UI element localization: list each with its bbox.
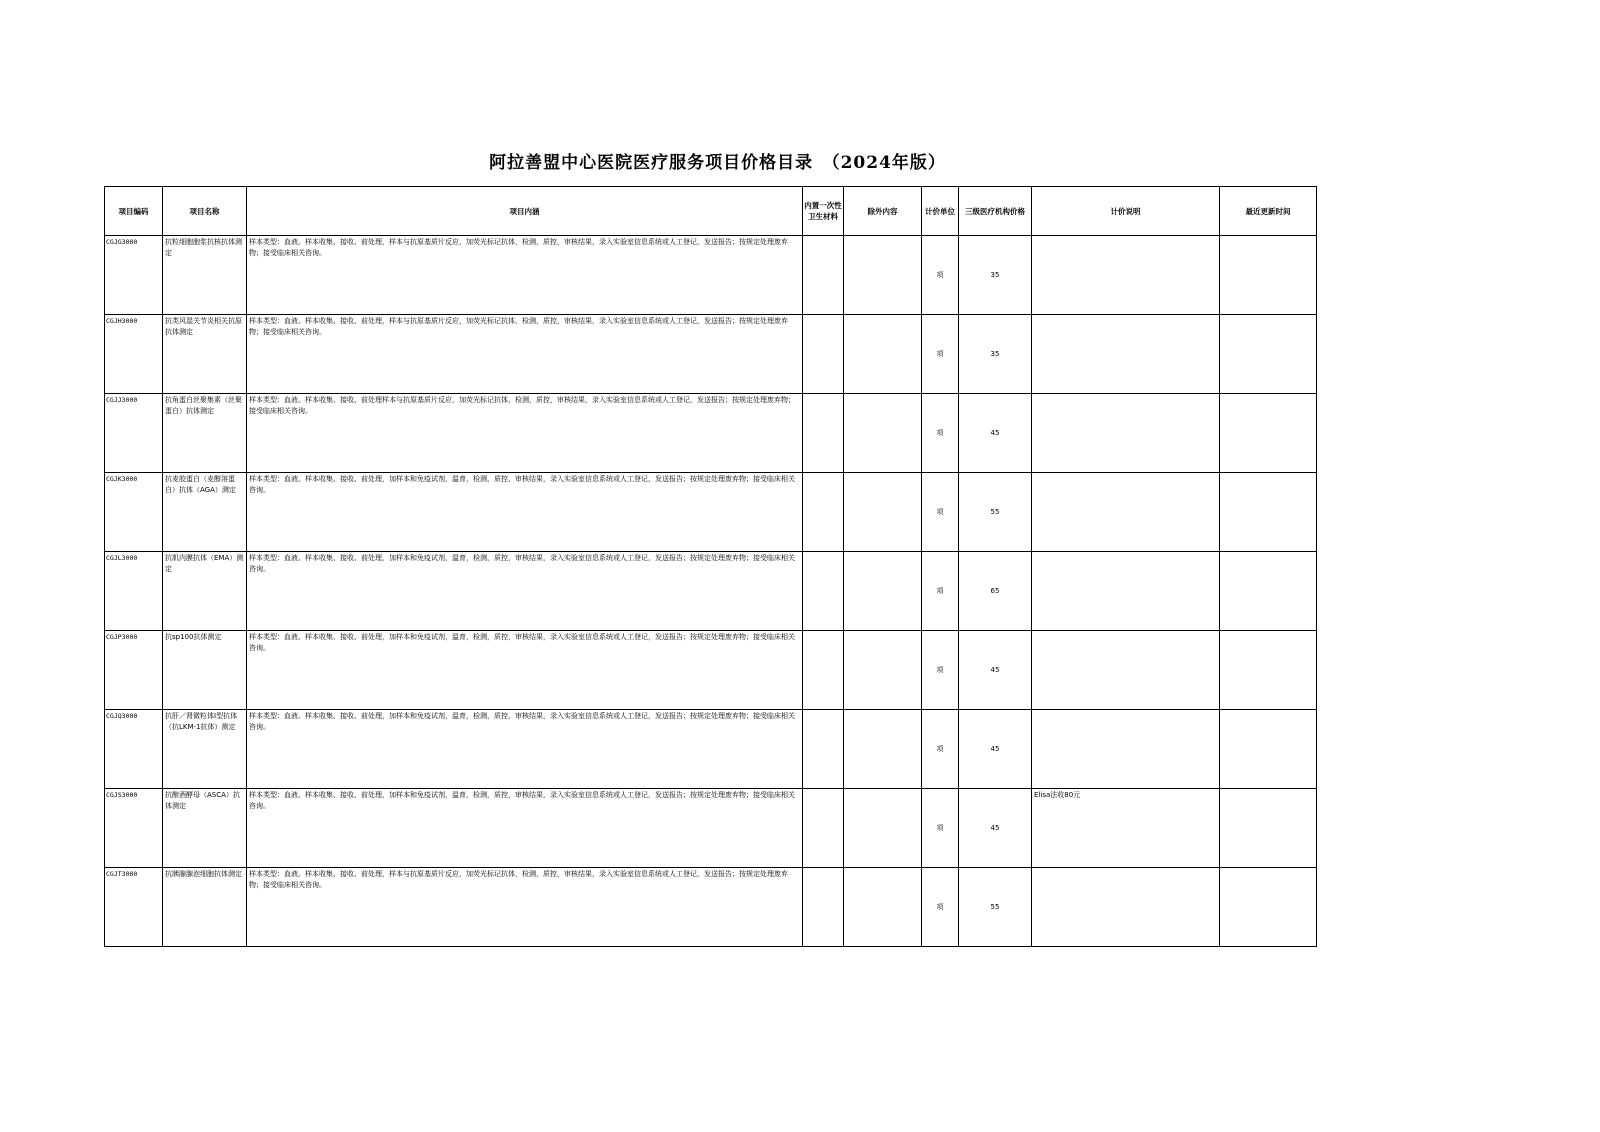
cell-name: 抗类风湿关节炎相关抗原抗体测定 [163, 315, 247, 394]
table-row [105, 710, 1317, 789]
header-name: 项目名称 [163, 187, 247, 236]
cell-name: 抗麦胶蛋白（麦醇溶蛋白）抗体（AGA）测定 [163, 473, 247, 552]
cell-updated [1220, 552, 1317, 631]
page-title: 阿拉善盟中心医院医疗服务项目价格目录 （2024年版） [489, 153, 946, 173]
cell-note [1032, 552, 1220, 631]
cell-material [803, 315, 844, 394]
cell-material [803, 710, 844, 789]
cell-updated [1220, 473, 1317, 552]
cell-code: CGJL3000 [105, 552, 163, 631]
cell-code: CGJS3000 [105, 789, 163, 868]
cell-code: CGJK3000 [105, 473, 163, 552]
cell-code: CGJT3000 [105, 868, 163, 947]
header-exclusion: 除外内容 [844, 187, 922, 236]
cell-note [1032, 315, 1220, 394]
cell-note: Elisa法收80元 [1032, 789, 1220, 868]
header-material: 内置一次性卫生材料 [803, 187, 844, 236]
cell-price: 65 [959, 552, 1032, 631]
header-updated: 最近更新时间 [1220, 187, 1317, 236]
cell-name: 抗酿酒酵母（ASCA）抗体测定 [163, 789, 247, 868]
cell-exclusion [844, 789, 922, 868]
cell-unit: 项 [922, 789, 959, 868]
cell-note [1032, 394, 1220, 473]
table-row [105, 315, 1317, 394]
cell-unit: 项 [922, 315, 959, 394]
cell-note [1032, 710, 1220, 789]
cell-content: 样本类型：血液。样本收集、接收、前处理，加样本和免疫试剂，温育，检测，质控，审核结果，录入实验室信息系统或人工登记，发送报告；按规定处理废弃物；接受临床相关咨询。 [247, 631, 803, 710]
cell-name: 抗粒细胞胞浆抗核抗体测定 [163, 236, 247, 315]
price-table [104, 186, 1317, 947]
cell-content: 样本类型：血液。样本收集、接收、前处理，样本与抗原基质片反应，加荧光标记抗体，检测，质控，审核结果，录入实验室信息系统或人工登记，发送报告；按规定处理废弃物；接受临床相关咨询。 [247, 868, 803, 947]
cell-unit: 项 [922, 868, 959, 947]
cell-price: 45 [959, 789, 1032, 868]
cell-content: 样本类型：血液。样本收集、接收、前处理，加样本和免疫试剂，温育，检测，质控，审核结果，录入实验室信息系统或人工登记，发送报告；按规定处理废弃物；接受临床相关咨询。 [247, 473, 803, 552]
cell-note [1032, 473, 1220, 552]
cell-updated [1220, 631, 1317, 710]
header-code: 项目编码 [105, 187, 163, 236]
cell-unit: 项 [922, 236, 959, 315]
cell-exclusion [844, 710, 922, 789]
cell-name: 抗胰腺腺泡细胞抗体测定 [163, 868, 247, 947]
header-note: 计价说明 [1032, 187, 1220, 236]
cell-content: 样本类型：血液。样本收集、接收、前处理，样本与抗原基质片反应，加荧光标记抗体，检测，质控，审核结果，录入实验室信息系统或人工登记，发送报告；按规定处理废弃物；接受临床相关咨询。 [247, 236, 803, 315]
cell-exclusion [844, 552, 922, 631]
cell-exclusion [844, 473, 922, 552]
cell-material [803, 236, 844, 315]
cell-updated [1220, 789, 1317, 868]
cell-exclusion [844, 631, 922, 710]
cell-content: 样本类型：血液。样本收集、接收、前处理，加样本和免疫试剂，温育，检测，质控，审核结果，录入实验室信息系统或人工登记，发送报告；按规定处理废弃物；接受临床相关咨询。 [247, 789, 803, 868]
table-row [105, 473, 1317, 552]
cell-code: CGJQ3000 [105, 710, 163, 789]
cell-price: 55 [959, 868, 1032, 947]
cell-name: 抗sp100抗体测定 [163, 631, 247, 710]
table-header-row [105, 187, 1317, 236]
cell-exclusion [844, 394, 922, 473]
cell-code: CGJG3000 [105, 236, 163, 315]
cell-price: 55 [959, 473, 1032, 552]
cell-price: 45 [959, 631, 1032, 710]
cell-material [803, 631, 844, 710]
cell-updated [1220, 710, 1317, 789]
cell-exclusion [844, 868, 922, 947]
cell-exclusion [844, 236, 922, 315]
cell-price: 45 [959, 394, 1032, 473]
cell-content: 样本类型：血液。样本收集、接收、前处理，样本与抗原基质片反应，加荧光标记抗体，检测，质控，审核结果，录入实验室信息系统或人工登记，发送报告；按规定处理废弃物；接受临床相关咨询。 [247, 315, 803, 394]
cell-code: CGJJ3000 [105, 394, 163, 473]
table-row [105, 631, 1317, 710]
cell-price: 35 [959, 236, 1032, 315]
cell-updated [1220, 868, 1317, 947]
cell-unit: 项 [922, 631, 959, 710]
header-price: 三级医疗机构价格 [959, 187, 1032, 236]
cell-updated [1220, 394, 1317, 473]
cell-name: 抗肌内膜抗体（EMA）测定 [163, 552, 247, 631]
table-row [105, 552, 1317, 631]
cell-updated [1220, 236, 1317, 315]
header-content: 项目内涵 [247, 187, 803, 236]
table-row [105, 789, 1317, 868]
cell-code: CGJH3000 [105, 315, 163, 394]
cell-note [1032, 631, 1220, 710]
cell-unit: 项 [922, 710, 959, 789]
cell-updated [1220, 315, 1317, 394]
header-unit: 计价单位 [922, 187, 959, 236]
cell-unit: 项 [922, 552, 959, 631]
cell-material [803, 394, 844, 473]
cell-material [803, 473, 844, 552]
cell-note [1032, 868, 1220, 947]
cell-material [803, 789, 844, 868]
table-row [105, 394, 1317, 473]
cell-material [803, 868, 844, 947]
cell-content: 样本类型：血液。样本收集、接收、前处理样本与抗原基质片反应，加荧光标记抗体，检测，质控，审核结果，录入实验室信息系统或人工登记，发送报告；按规定处理废弃物；接受临床相关咨询。 [247, 394, 803, 473]
cell-material [803, 552, 844, 631]
cell-note [1032, 236, 1220, 315]
table-row [105, 236, 1317, 315]
cell-content: 样本类型：血液。样本收集、接收、前处理，加样本和免疫试剂，温育，检测，质控，审核结果，录入实验室信息系统或人工登记，发送报告；按规定处理废弃物；接受临床相关咨询。 [247, 552, 803, 631]
cell-code: CGJP3000 [105, 631, 163, 710]
cell-name: 抗角蛋白丝聚集素（丝聚蛋白）抗体测定 [163, 394, 247, 473]
cell-price: 35 [959, 315, 1032, 394]
cell-content: 样本类型：血液。样本收集、接收、前处理，加样本和免疫试剂，温育，检测，质控，审核结果，录入实验室信息系统或人工登记，发送报告；按规定处理废弃物；接受临床相关咨询。 [247, 710, 803, 789]
table-row [105, 868, 1317, 947]
cell-name: 抗肝／肾微粒体Ⅰ型抗体（抗LKM-1抗体）测定 [163, 710, 247, 789]
cell-unit: 项 [922, 473, 959, 552]
cell-exclusion [844, 315, 922, 394]
cell-unit: 项 [922, 394, 959, 473]
cell-price: 45 [959, 710, 1032, 789]
